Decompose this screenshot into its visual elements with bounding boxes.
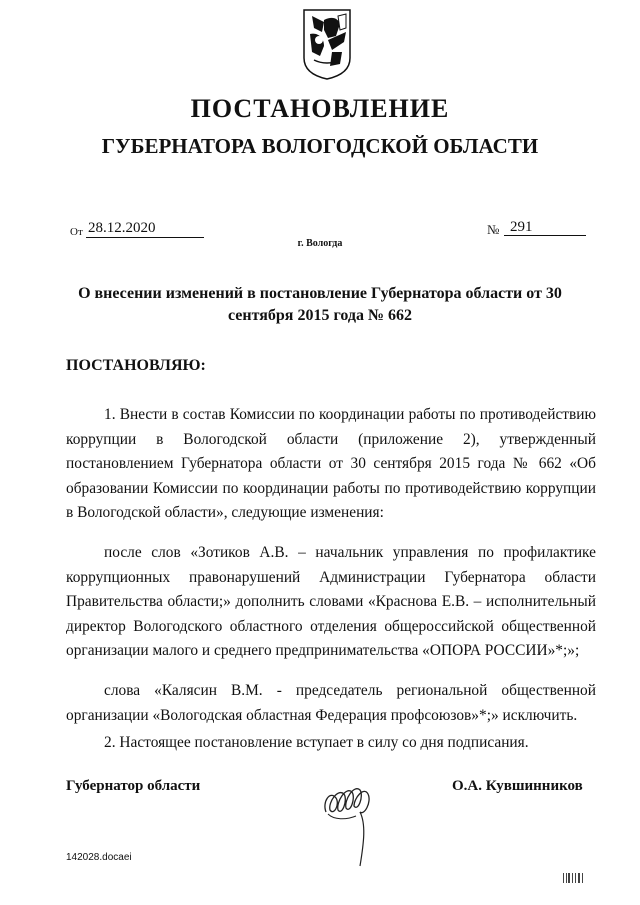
document-subtitle: ГУБЕРНАТОРА ВОЛОГОДСКОЙ ОБЛАСТИ: [101, 134, 539, 158]
barcode-icon: [563, 873, 585, 883]
document-code: 142028.docaei: [66, 852, 132, 863]
coat-of-arms-icon: [302, 8, 352, 80]
document-title: ПОСТАНОВЛЕНИЕ: [190, 94, 450, 123]
paragraph-4: 2. Настоящее постановление вступает в силу со дня подписания.: [104, 734, 529, 751]
city-label: г. Вологда: [297, 238, 343, 249]
paragraph-1: 1. Внести в состав Комиссии по координации работы по противодействию коррупции в Вологодской области (приложение 2), утвержденный постановлением Губернатора области от 30 сентября 2015 года № 662 «Об образовании Комиссии по координации работы по противодействию коррупции в Вологодской области», следующие изменения:: [66, 406, 596, 522]
signer-name: О.А. Кувшинников: [452, 778, 583, 794]
signer-title: Губернатор области: [66, 778, 201, 794]
document-date: 28.12.2020: [86, 220, 204, 238]
document-subject: О внесении изменений в постановление Губернатора области от 30 сентября 2015 года № 662: [78, 285, 562, 324]
paragraph-3: слова «Калясин В.М. - председатель региональной общественной организации «Вологодская областная Федерация профсоюзов»*;» исключить.: [66, 682, 596, 724]
paragraph-2: после слов «Зотиков А.В. – начальник управления по профилактике коррупционных правонарушений Администрации Губернатора области Правительства области;» дополнить словами «Краснова Е.В. – исполнительный директор Вологодского областного отделения общероссийской общественной организации малого и среднего предпринимательства «ОПОРА РОССИИ»*;»;: [66, 544, 596, 660]
decree-heading: ПОСТАНОВЛЯЮ:: [66, 357, 206, 374]
document-number: 291: [504, 219, 586, 236]
signature-icon: [320, 772, 380, 868]
date-prefix: От: [70, 226, 83, 238]
number-prefix: №: [487, 222, 500, 237]
